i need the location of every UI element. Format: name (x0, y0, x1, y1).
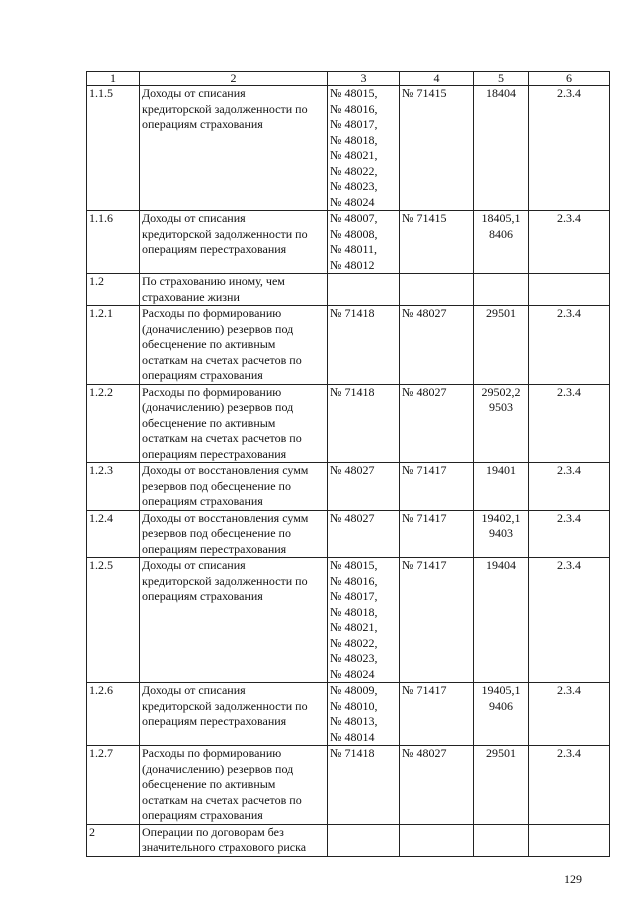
row-debit-accounts-line: № 48007, (330, 211, 378, 225)
row-description-line: операциям страхования (142, 117, 263, 131)
row-description-line: кредиторской задолженности по (142, 573, 308, 588)
row-description-line: кредиторской задолженности по (142, 226, 308, 241)
row-debit-accounts-line: № 48024 (330, 666, 375, 681)
row-debit-accounts (328, 746, 400, 825)
table-row (87, 824, 610, 856)
row-debit-accounts-line: № 48027 (330, 510, 375, 525)
header-cell-4: 4 (400, 72, 474, 86)
row-reference: 2.3.4 (529, 211, 610, 274)
row-description-line: операциям страхования (142, 368, 263, 382)
row-description-line: Доходы от списания (142, 683, 246, 697)
row-credit-accounts-line: № 71415 (402, 211, 447, 225)
row-symbol-line: 9406 (489, 698, 513, 713)
row-description-line: Операции по договорам без (142, 824, 284, 839)
row-symbol (474, 274, 529, 306)
row-credit-accounts (400, 683, 474, 746)
row-code: 1.2.1 (87, 306, 140, 385)
row-credit-accounts (400, 384, 474, 463)
row-credit-accounts-line: № 71415 (402, 86, 447, 100)
row-code: 1.1.5 (87, 86, 140, 211)
row-symbol-line: 9403 (489, 526, 513, 540)
row-description-line: Расходы по формированию (142, 384, 282, 399)
row-description-line: обесценение по активным (142, 337, 276, 351)
row-description-line: операциям перестрахования (142, 541, 287, 556)
row-debit-accounts-line: № 71418 (330, 306, 375, 320)
row-debit-accounts-line: № 48017, (330, 589, 378, 603)
row-symbol-line: 29501 (486, 306, 516, 320)
row-code: 1.2.3 (87, 463, 140, 511)
row-symbol-line: 19402,1 (481, 510, 521, 525)
header-cell-1: 1 (87, 72, 140, 86)
row-credit-accounts (400, 463, 474, 511)
row-description-line: (доначислению) резервов под (142, 400, 294, 414)
row-credit-accounts-line: № 48027 (402, 746, 447, 760)
row-debit-accounts-line: № 48016, (330, 573, 378, 588)
row-symbol (474, 558, 529, 683)
row-debit-accounts-line: № 48023, (330, 179, 378, 193)
row-debit-accounts-line: № 48015, (330, 86, 378, 100)
row-symbol (474, 683, 529, 746)
row-debit-accounts-line: № 71418 (330, 384, 375, 399)
row-description-line: операциям страхования (142, 494, 263, 508)
row-description (140, 510, 328, 558)
row-credit-accounts (400, 558, 474, 683)
row-description-line: (доначислению) резервов под (142, 321, 294, 336)
row-symbol-line: 19401 (486, 463, 516, 477)
row-symbol (474, 384, 529, 463)
row-debit-accounts-line: № 48022, (330, 635, 378, 650)
row-credit-accounts (400, 306, 474, 385)
row-debit-accounts-line: № 48011, (330, 242, 378, 256)
accounting-table (86, 71, 610, 857)
row-credit-accounts-line: № 71417 (402, 510, 447, 525)
row-symbol-line: 29501 (486, 746, 516, 760)
row-description-line: Доходы от списания (142, 558, 246, 572)
row-credit-accounts (400, 86, 474, 211)
row-description (140, 558, 328, 683)
row-reference (529, 274, 610, 306)
row-credit-accounts-line: № 71417 (402, 558, 447, 572)
row-code: 2 (87, 824, 140, 856)
row-debit-accounts-line: № 71418 (330, 746, 375, 760)
row-description-line: (доначислению) резервов под (142, 761, 294, 776)
table-row (87, 306, 610, 385)
row-debit-accounts-line: № 48021, (330, 620, 378, 634)
table-row (87, 746, 610, 825)
row-symbol (474, 824, 529, 856)
table-row (87, 211, 610, 274)
row-description (140, 211, 328, 274)
row-description (140, 306, 328, 385)
row-description-line: Доходы от восстановления сумм (142, 510, 309, 525)
row-code: 1.2.7 (87, 746, 140, 825)
row-description-line: обесценение по активным (142, 415, 276, 430)
row-symbol-line: 29502,2 (481, 384, 521, 399)
header-cell-2: 2 (140, 72, 328, 86)
row-debit-accounts (328, 824, 400, 856)
row-description (140, 274, 328, 306)
row-description-line: остаткам на счетах расчетов по (142, 792, 302, 807)
row-description-line: остаткам на счетах расчетов по (142, 431, 302, 445)
row-debit-accounts-line: № 48017, (330, 117, 378, 131)
row-symbol (474, 86, 529, 211)
row-debit-accounts (328, 683, 400, 746)
row-symbol-line: 8406 (489, 226, 513, 241)
row-reference: 2.3.4 (529, 463, 610, 511)
row-reference: 2.3.4 (529, 384, 610, 463)
row-credit-accounts (400, 211, 474, 274)
row-description-line: операциям перестрахования (142, 242, 287, 256)
row-debit-accounts-line: № 48018, (330, 132, 378, 147)
row-debit-accounts (328, 86, 400, 211)
header-cell-3: 3 (328, 72, 400, 86)
row-code: 1.2.5 (87, 558, 140, 683)
row-debit-accounts-line: № 48022, (330, 163, 378, 178)
row-description-line: обесценение по активным (142, 777, 276, 791)
row-symbol-line: 19405,1 (481, 683, 521, 697)
row-description-line: Расходы по формированию (142, 306, 282, 320)
row-debit-accounts-line: № 48023, (330, 651, 378, 665)
row-debit-accounts-line: № 48010, (330, 698, 378, 713)
row-description-line: Расходы по формированию (142, 746, 282, 760)
row-symbol-line: 18405,1 (481, 211, 521, 225)
row-symbol (474, 211, 529, 274)
row-symbol (474, 463, 529, 511)
row-credit-accounts-line: № 48027 (402, 384, 447, 399)
row-reference: 2.3.4 (529, 683, 610, 746)
row-description-line: Доходы от списания (142, 86, 246, 100)
row-debit-accounts (328, 558, 400, 683)
row-description (140, 463, 328, 511)
row-debit-accounts-line: № 48016, (330, 101, 378, 116)
row-description (140, 86, 328, 211)
row-description-line: операциям страхования (142, 589, 263, 603)
row-code: 1.2.4 (87, 510, 140, 558)
row-description-line: операциям перестрахования (142, 446, 287, 461)
row-debit-accounts-line: № 48012 (330, 257, 375, 272)
row-symbol-line: 18404 (486, 86, 516, 100)
row-debit-accounts-line: № 48014 (330, 729, 375, 744)
row-credit-accounts-line: № 48027 (402, 306, 447, 320)
table-row (87, 510, 610, 558)
header-cell-5: 5 (474, 72, 529, 86)
header-cell-6: 6 (529, 72, 610, 86)
row-debit-accounts-line: № 48018, (330, 604, 378, 619)
row-description (140, 384, 328, 463)
table-row (87, 384, 610, 463)
row-debit-accounts-line: № 48008, (330, 226, 378, 241)
row-debit-accounts-line: № 48027 (330, 463, 375, 477)
row-description (140, 683, 328, 746)
table-row (87, 683, 610, 746)
row-credit-accounts-line: № 71417 (402, 463, 447, 477)
table-row (87, 463, 610, 511)
row-reference: 2.3.4 (529, 306, 610, 385)
row-description-line: кредиторской задолженности по (142, 698, 308, 713)
row-credit-accounts (400, 510, 474, 558)
row-description-line: кредиторской задолженности по (142, 101, 308, 116)
table-row (87, 558, 610, 683)
row-credit-accounts (400, 746, 474, 825)
row-debit-accounts (328, 463, 400, 511)
row-description (140, 746, 328, 825)
row-symbol (474, 306, 529, 385)
row-description (140, 824, 328, 856)
row-symbol-line: 19404 (486, 558, 516, 572)
row-debit-accounts (328, 384, 400, 463)
row-reference: 2.3.4 (529, 746, 610, 825)
row-code: 1.2.2 (87, 384, 140, 463)
row-debit-accounts-line: № 48015, (330, 558, 378, 572)
row-symbol (474, 510, 529, 558)
row-credit-accounts (400, 274, 474, 306)
row-description-line: Доходы от восстановления сумм (142, 463, 309, 477)
table-row (87, 274, 610, 306)
table-row (87, 86, 610, 211)
row-description-line: Доходы от списания (142, 211, 246, 225)
row-code: 1.2 (87, 274, 140, 306)
row-reference (529, 824, 610, 856)
row-description-line: страхование жизни (142, 289, 240, 304)
row-credit-accounts-line: № 71417 (402, 683, 447, 697)
row-description-line: операциям страхования (142, 808, 263, 822)
row-reference: 2.3.4 (529, 86, 610, 211)
row-description-line: резервов под обесценение по (142, 478, 291, 493)
row-debit-accounts-line: № 48021, (330, 148, 378, 162)
row-description-line: значительного страхового риска (142, 840, 307, 854)
row-credit-accounts (400, 824, 474, 856)
row-debit-accounts (328, 306, 400, 385)
row-reference: 2.3.4 (529, 510, 610, 558)
row-description-line: резервов под обесценение по (142, 526, 291, 540)
row-debit-accounts-line: № 48009, (330, 683, 378, 697)
row-reference: 2.3.4 (529, 558, 610, 683)
row-symbol (474, 746, 529, 825)
header-row (87, 72, 610, 86)
row-debit-accounts (328, 274, 400, 306)
row-symbol-line: 9503 (489, 400, 513, 414)
row-code: 1.1.6 (87, 211, 140, 274)
row-debit-accounts (328, 510, 400, 558)
row-debit-accounts-line: № 48024 (330, 194, 375, 209)
row-description-line: операциям перестрахования (142, 714, 287, 728)
row-debit-accounts (328, 211, 400, 274)
page-number: 129 (564, 872, 582, 886)
row-code: 1.2.6 (87, 683, 140, 746)
row-description-line: остаткам на счетах расчетов по (142, 352, 302, 367)
row-description-line: По страхованию иному, чем (142, 274, 285, 288)
row-debit-accounts-line: № 48013, (330, 714, 378, 728)
